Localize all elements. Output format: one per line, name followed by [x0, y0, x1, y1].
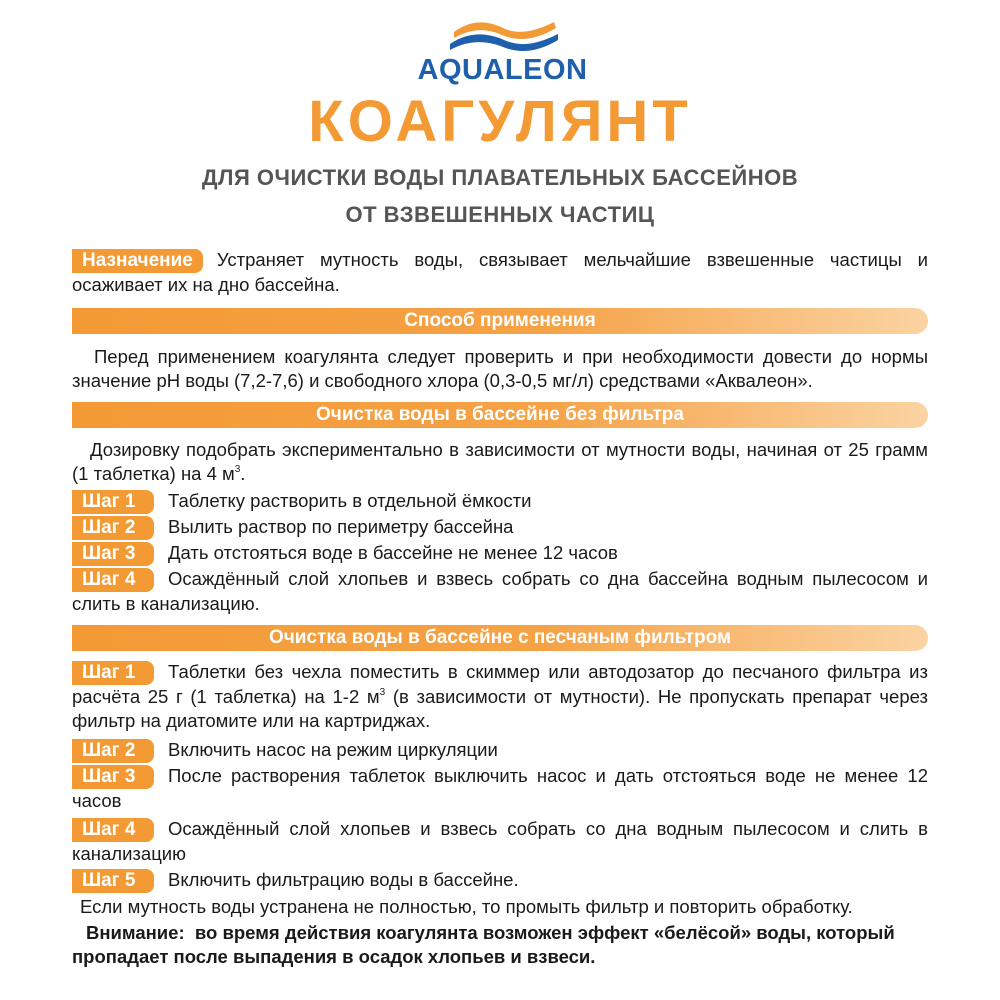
- purpose-text: Устраняет мутность воды, связывает мельчайшие взвешенные частицы и осаживает их на дно бассейна.: [72, 249, 928, 295]
- purpose-label: Назначение: [72, 249, 203, 273]
- step-label: Шаг 3: [72, 542, 154, 566]
- with-filter-header: Очистка воды в бассейне с песчаным фильтром: [72, 625, 928, 651]
- warning-label: Внимание:: [86, 922, 185, 943]
- step-text: После растворения таблеток выключить насос и дать отстояться воде не менее 12 часов: [72, 765, 928, 811]
- subtitle-line-1: ДЛЯ ОЧИСТКИ ВОДЫ ПЛАВАТЕЛЬНЫХ БАССЕЙНОВ: [201, 165, 799, 190]
- wave-logo-icon: [446, 18, 561, 54]
- step-label: Шаг 1: [72, 661, 154, 685]
- step-label: Шаг 4: [72, 818, 154, 842]
- step-label: Шаг 5: [72, 869, 154, 893]
- no-filter-step: [72, 515, 928, 540]
- step-text: Включить фильтрацию воды в бассейне.: [168, 869, 519, 890]
- brand-logo: [410, 18, 595, 86]
- no-filter-step: [72, 489, 928, 514]
- with-filter-step: [72, 738, 928, 763]
- step-label: Шаг 2: [72, 739, 154, 763]
- warning-block: [72, 921, 932, 969]
- purpose-block: [72, 248, 928, 297]
- with-filter-step: [72, 868, 928, 893]
- step-text: Осаждённый слой хлопьев и взвесь собрать со дна водным пылесосом и слить в канализацию: [72, 818, 928, 864]
- with-filter-step: [72, 817, 928, 866]
- step-text: Таблетку растворить в отдельной ёмкости: [168, 490, 532, 511]
- with-filter-note: Если мутность воды устранена не полностью, то промыть фильтр и повторить обработку.: [80, 896, 853, 917]
- product-title: КОАГУЛЯНТ: [308, 89, 692, 154]
- subtitle-line-2: ОТ ВЗВЕШЕННЫХ ЧАСТИЦ: [345, 202, 655, 227]
- no-filter-intro: Дозировку подобрать экспериментально в зависимости от мутности воды, начиная от 25 грамм (1 таблетка) на 4 $м^3$.: [72, 439, 928, 484]
- brand-name: AQUALEON: [417, 54, 588, 86]
- step-label: Шаг 1: [72, 490, 154, 514]
- method-text: Перед применением коагулянта следует проверить и при необходимости довести до нормы значение pH воды (7,2-7,6) и свободного хлора (0,3-0,5 мг/л) средствами «Аквалеон».: [72, 346, 928, 391]
- step-text: Включить насос на режим циркуляции: [168, 739, 498, 760]
- with-filter-step: [72, 764, 928, 813]
- no-filter-step: [72, 541, 928, 566]
- step-text: Дать отстояться воде в бассейне не менее 12 часов: [168, 542, 618, 563]
- no-filter-step: [72, 567, 928, 616]
- with-filter-step: [72, 660, 928, 733]
- method-header: Способ применения: [72, 308, 928, 334]
- step-label: Шаг 4: [72, 568, 154, 592]
- step-label: Шаг 2: [72, 516, 154, 540]
- step-text: Осаждённый слой хлопьев и взвесь собрать со дна бассейна водным пылесосом и слить в канализацию.: [72, 568, 928, 614]
- step-label: Шаг 3: [72, 765, 154, 789]
- no-filter-header: Очистка воды в бассейне без фильтра: [72, 402, 928, 428]
- step-text: Вылить раствор по периметру бассейна: [168, 516, 514, 537]
- warning-text: во время действия коагулянта возможен эффект «белёсой» воды, который пропадает после выпадения в осадок хлопьев и взвеси.: [72, 922, 895, 967]
- step-text: Таблетки без чехла поместить в скиммер или автодозатор до песчаного фильтра из расчёта 25 г (1 таблетка) на 1-2 $м^3$ (в зависимости от мутности). Не пропускать препарат через фильтр на диатомите или на картриджах.: [72, 661, 928, 731]
